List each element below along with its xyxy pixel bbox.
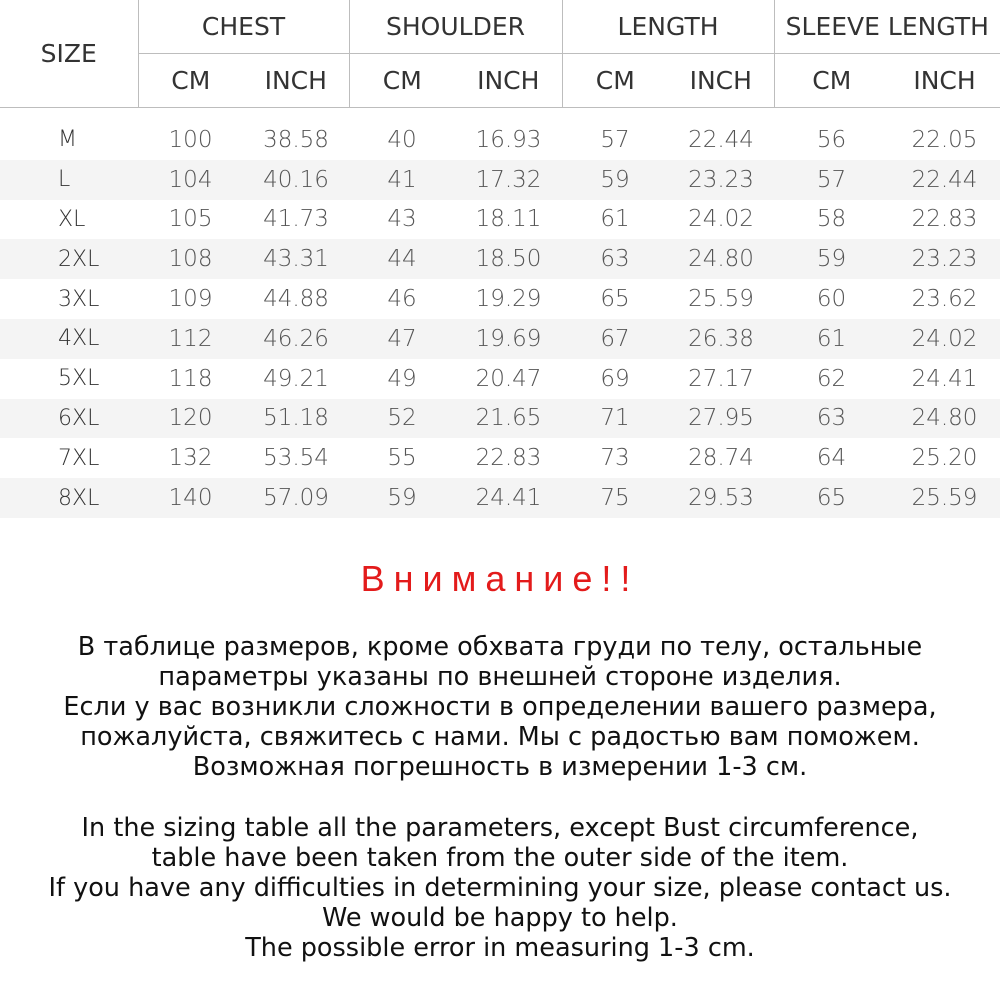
length-column-header: LENGTH bbox=[562, 0, 774, 54]
table-cell: 63 bbox=[774, 399, 889, 439]
notice-en-line: The possible error in measuring 1-3 cm. bbox=[245, 933, 755, 963]
table-cell: 46.26 bbox=[243, 319, 349, 359]
table-cell: 75 bbox=[562, 478, 668, 518]
size-cell: XL bbox=[58, 206, 86, 232]
table-cell: 19.69 bbox=[455, 319, 562, 359]
table-cell: 27.95 bbox=[668, 399, 774, 439]
size-cell: 8XL bbox=[0, 478, 138, 518]
size-column-header: SIZE bbox=[0, 0, 138, 108]
table-cell: 29.53 bbox=[668, 478, 774, 518]
table-cell: 43 bbox=[387, 206, 417, 233]
length-inch-header: INCH bbox=[668, 54, 774, 108]
table-row bbox=[0, 478, 1000, 518]
notice-russian-text bbox=[0, 632, 1000, 782]
notice-ru-line: В таблице размеров, кроме обхвата груди по телу, остальные bbox=[77, 632, 923, 662]
table-cell: 16.93 bbox=[475, 126, 542, 153]
sleeve-length-column-header: SLEEVE LENGTH bbox=[774, 0, 1000, 54]
table-cell: 55 bbox=[387, 445, 417, 472]
table-cell: 40.16 bbox=[243, 160, 349, 200]
table-cell: 61 bbox=[600, 206, 630, 233]
size-table-body bbox=[0, 108, 1000, 518]
table-cell: 18.11 bbox=[475, 206, 542, 233]
table-cell: 17.32 bbox=[455, 160, 562, 200]
table-cell: 51.18 bbox=[243, 399, 349, 439]
table-cell: 140 bbox=[138, 478, 243, 518]
table-cell: 22.83 bbox=[911, 206, 978, 233]
size-cell: 7XL bbox=[58, 445, 100, 471]
table-row bbox=[0, 279, 1000, 319]
table-cell: 69 bbox=[600, 365, 630, 392]
table-cell: 21.65 bbox=[455, 399, 562, 439]
shoulder-column-header: SHOULDER bbox=[349, 0, 562, 54]
notice-en-line: If you have any difficulties in determining your size, please contact us. bbox=[48, 873, 952, 903]
table-cell: 71 bbox=[562, 399, 668, 439]
table-row bbox=[0, 200, 1000, 240]
table-cell: 56 bbox=[816, 126, 847, 153]
table-cell: 132 bbox=[168, 445, 213, 472]
table-cell: 53.54 bbox=[263, 445, 329, 472]
table-cell: 59 bbox=[562, 160, 668, 200]
table-cell: 22.44 bbox=[889, 160, 1000, 200]
table-cell: 26.38 bbox=[668, 319, 774, 359]
size-cell: M bbox=[58, 127, 77, 153]
table-cell: 57 bbox=[774, 160, 889, 200]
table-cell: 57 bbox=[600, 126, 630, 153]
length-cm-header: CM bbox=[562, 54, 668, 108]
table-cell: 49.21 bbox=[263, 365, 329, 392]
table-cell: 46 bbox=[387, 286, 417, 313]
table-cell: 23.23 bbox=[668, 160, 774, 200]
table-cell: 52 bbox=[349, 399, 455, 439]
table-cell: 49 bbox=[387, 365, 417, 392]
table-row bbox=[0, 239, 1000, 279]
table-row bbox=[0, 160, 1000, 200]
table-cell: 59 bbox=[349, 478, 455, 518]
chest-inch-header: INCH bbox=[243, 54, 349, 108]
notice-ru-line: Возможная погрешность в измерении 1-3 см. bbox=[192, 752, 808, 782]
sleeve-cm-header: CM bbox=[774, 54, 889, 108]
table-cell: 61 bbox=[774, 319, 889, 359]
table-cell: 109 bbox=[168, 286, 213, 313]
shoulder-inch-header: INCH bbox=[455, 54, 562, 108]
table-cell: 120 bbox=[138, 399, 243, 439]
table-cell: 25.59 bbox=[889, 478, 1000, 518]
table-cell: 112 bbox=[138, 319, 243, 359]
table-cell: 22.05 bbox=[911, 126, 978, 153]
table-cell: 20.47 bbox=[475, 365, 542, 392]
table-cell: 25.59 bbox=[688, 286, 754, 313]
table-cell: 24.80 bbox=[668, 239, 774, 279]
table-cell: 24.02 bbox=[889, 319, 1000, 359]
notice-ru-line: параметры указаны по внешней стороне изделия. bbox=[158, 662, 842, 692]
table-cell: 24.02 bbox=[688, 206, 754, 233]
table-cell: 100 bbox=[168, 126, 213, 153]
table-cell: 63 bbox=[562, 239, 668, 279]
table-cell: 40 bbox=[387, 126, 417, 153]
size-cell: 5XL bbox=[58, 366, 100, 392]
table-cell: 22.83 bbox=[475, 445, 542, 472]
table-cell: 65 bbox=[774, 478, 889, 518]
table-row bbox=[0, 438, 1000, 478]
table-cell: 38.58 bbox=[263, 126, 329, 153]
table-cell: 47 bbox=[349, 319, 455, 359]
notice-en-line: In the sizing table all the parameters, except Bust circumference, bbox=[81, 813, 919, 843]
table-cell: 64 bbox=[816, 445, 847, 472]
table-cell: 65 bbox=[600, 286, 630, 313]
table-cell: 25.20 bbox=[911, 445, 978, 472]
table-cell: 23.23 bbox=[889, 239, 1000, 279]
notice-ru-line: Если у вас возникли сложности в определении вашего размера, bbox=[63, 692, 937, 722]
table-cell: 41.73 bbox=[263, 206, 329, 233]
table-cell: 41 bbox=[349, 160, 455, 200]
table-cell: 19.29 bbox=[475, 286, 542, 313]
table-cell: 24.41 bbox=[911, 365, 978, 392]
table-cell: 59 bbox=[774, 239, 889, 279]
notice-en-line: We would be happy to help. bbox=[322, 903, 678, 933]
table-cell: 62 bbox=[816, 365, 847, 392]
size-cell: 3XL bbox=[58, 286, 100, 312]
table-cell: 60 bbox=[816, 286, 847, 313]
notice-ru-line: пожалуйста, свяжитесь с нами. Мы с радостью вам поможем. bbox=[80, 722, 920, 752]
table-row bbox=[0, 319, 1000, 359]
table-cell: 58 bbox=[816, 206, 847, 233]
table-cell: 44.88 bbox=[263, 286, 329, 313]
table-cell: 105 bbox=[168, 206, 213, 233]
table-cell: 18.50 bbox=[455, 239, 562, 279]
size-cell: 6XL bbox=[0, 399, 138, 439]
table-cell: 73 bbox=[600, 445, 630, 472]
sleeve-inch-header: INCH bbox=[889, 54, 1000, 108]
table-row bbox=[0, 108, 1000, 160]
size-cell: L bbox=[0, 160, 138, 200]
notice-english-text bbox=[0, 813, 1000, 963]
shoulder-cm-header: CM bbox=[349, 54, 455, 108]
chest-column-header: CHEST bbox=[138, 0, 349, 54]
table-cell: 23.62 bbox=[911, 286, 978, 313]
table-cell: 108 bbox=[138, 239, 243, 279]
table-cell: 57.09 bbox=[243, 478, 349, 518]
table-cell: 22.44 bbox=[688, 126, 754, 153]
size-cell: 4XL bbox=[0, 319, 138, 359]
table-cell: 24.41 bbox=[455, 478, 562, 518]
table-cell: 27.17 bbox=[688, 365, 754, 392]
notice-en-line: table have been taken from the outer side of the item. bbox=[151, 843, 849, 873]
table-row bbox=[0, 359, 1000, 399]
table-row bbox=[0, 399, 1000, 439]
size-cell: 2XL bbox=[0, 239, 138, 279]
notice-title: Внимание!! bbox=[360, 558, 640, 599]
table-cell: 24.80 bbox=[889, 399, 1000, 439]
table-cell: 118 bbox=[168, 365, 213, 392]
table-cell: 43.31 bbox=[243, 239, 349, 279]
table-cell: 44 bbox=[349, 239, 455, 279]
table-cell: 104 bbox=[138, 160, 243, 200]
table-cell: 28.74 bbox=[688, 445, 754, 472]
table-cell: 67 bbox=[562, 319, 668, 359]
chest-cm-header: CM bbox=[138, 54, 243, 108]
